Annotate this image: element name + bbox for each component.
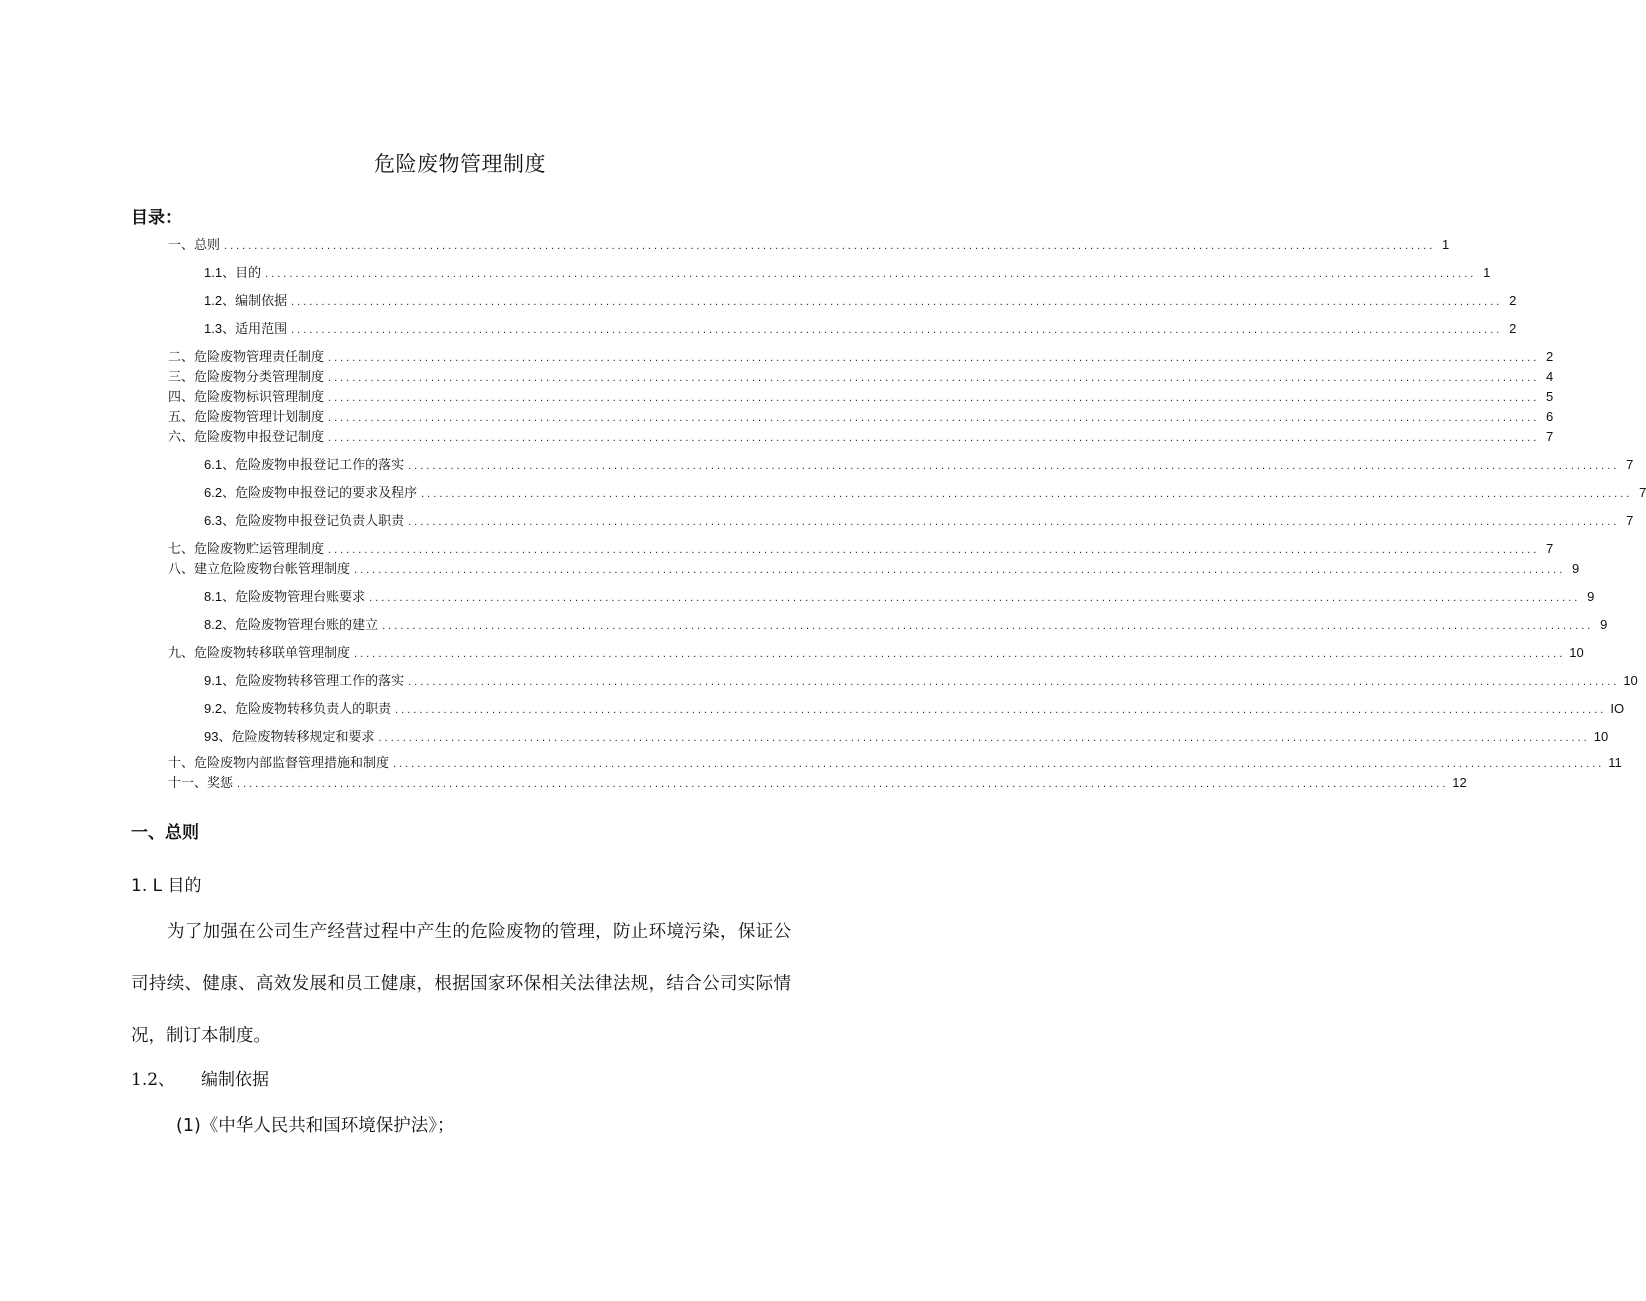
toc-page-number: 11	[1608, 755, 1622, 770]
toc-entry[interactable]	[204, 587, 1595, 607]
toc-entry[interactable]	[204, 455, 1634, 475]
toc-entry-title: 编制依据	[235, 294, 288, 309]
toc-entry-title: 一、总则	[168, 238, 221, 253]
toc-entry[interactable]	[168, 367, 1554, 387]
law-list-item: (1)《中华人民共和国环境保护法》；	[176, 1116, 455, 1136]
subsection-heading-basis	[131, 1065, 269, 1090]
toc-page-number: 9	[1572, 561, 1580, 576]
toc-entry-number: 8.2、	[204, 617, 236, 632]
toc-entry-title: 八、建立危险废物台帐管理制度	[168, 562, 351, 577]
toc-entry-number: 9.1、	[204, 673, 236, 688]
toc-leader-dots: ........................................................................................................................................................................................................	[354, 564, 1566, 576]
toc-leader-dots: ........................................................................................................................................................................................................	[291, 324, 1503, 336]
section-heading-general: 一、总则	[131, 823, 199, 843]
toc-page-number: 7	[1546, 541, 1554, 556]
toc-entry-title: 五、危险废物管理计划制度	[168, 410, 325, 425]
toc-entry-title: 危险废物申报登记负责人职责	[235, 514, 405, 529]
toc-leader-dots: ........................................................................................................................................................................................................	[395, 704, 1607, 716]
toc-leader-dots: ........................................................................................................................................................................................................	[382, 620, 1594, 632]
toc-entry[interactable]	[168, 235, 1450, 255]
toc-entry[interactable]	[204, 319, 1517, 339]
toc-entry[interactable]	[168, 427, 1554, 447]
toc-page-number: 1	[1483, 265, 1491, 280]
toc-entry[interactable]	[204, 511, 1634, 531]
toc-entry-number: 8.1、	[204, 589, 236, 604]
toc-page-number: 1	[1442, 237, 1450, 252]
toc-leader-dots: ........................................................................................................................................................................................................	[408, 516, 1620, 528]
toc-entry[interactable]	[204, 263, 1491, 283]
toc-entry-title: 危险废物申报登记的要求及程序	[235, 486, 418, 501]
toc-page-number: 2	[1509, 293, 1517, 308]
toc-page-number: 7	[1626, 513, 1634, 528]
toc-entry-title: 十一、奖惩	[168, 776, 234, 791]
toc-page-number: 4	[1546, 369, 1554, 384]
subsection-number: 1.2、	[131, 1070, 176, 1090]
toc-entry-title: 四、危险废物标识管理制度	[168, 390, 325, 405]
toc-entry[interactable]	[168, 347, 1554, 367]
subsection-title: 编制依据	[201, 1070, 270, 1090]
toc-entry[interactable]	[168, 643, 1584, 663]
toc-entry-number: 9.2、	[204, 701, 236, 716]
toc-entry-number: 1.3、	[204, 321, 236, 336]
toc-entry[interactable]	[168, 407, 1554, 427]
toc-leader-dots: ........................................................................................................................................................................................................	[354, 648, 1566, 660]
page-title: 危险废物管理制度	[374, 152, 546, 176]
toc-entry-title: 危险废物转移规定和要求	[231, 730, 375, 745]
toc-entry-title: 九、危险废物转移联单管理制度	[168, 646, 351, 661]
toc-entry-number: 93、	[204, 729, 232, 744]
toc-entry-title: 二、危险废物管理责任制度	[168, 350, 325, 365]
toc-page-number: 2	[1546, 349, 1554, 364]
toc-entry[interactable]	[168, 773, 1467, 793]
toc-leader-dots: ........................................................................................................................................................................................................	[291, 296, 1503, 308]
toc-leader-dots: ........................................................................................................................................................................................................	[408, 676, 1620, 688]
toc-leader-dots: ........................................................................................................................................................................................................	[393, 758, 1605, 770]
toc-leader-dots: ........................................................................................................................................................................................................	[224, 240, 1436, 252]
toc-entry[interactable]	[204, 671, 1638, 691]
toc-entry-title: 危险废物申报登记工作的落实	[235, 458, 405, 473]
toc-entry-number: 1.2、	[204, 293, 236, 308]
toc-entry-number: 6.1、	[204, 457, 236, 472]
subsection-heading-purpose: 1. L 目的	[131, 876, 202, 896]
toc-page-number: 7	[1639, 485, 1646, 500]
toc-entry-title: 七、危险废物贮运管理制度	[168, 542, 325, 557]
toc-leader-dots: ........................................................................................................................................................................................................	[328, 412, 1540, 424]
toc-leader-dots: ........................................................................................................................................................................................................	[328, 392, 1540, 404]
toc-leader-dots: ........................................................................................................................................................................................................	[265, 268, 1477, 280]
toc-entry[interactable]	[168, 559, 1580, 579]
toc-entry-title: 危险废物转移管理工作的落实	[235, 674, 405, 689]
toc-page-number: 10	[1593, 729, 1609, 744]
toc-entry-title: 六、危险废物申报登记制度	[168, 430, 325, 445]
toc-entry-number: 1.1、	[204, 265, 236, 280]
toc-page-number: 6	[1546, 409, 1554, 424]
toc-entry[interactable]	[168, 753, 1622, 773]
toc-entry[interactable]	[204, 615, 1608, 635]
toc-leader-dots: ........................................................................................................................................................................................................	[328, 372, 1540, 384]
toc-entry[interactable]	[168, 539, 1554, 559]
toc-entry-title: 十、危险废物内部监督管理措施和制度	[168, 756, 390, 771]
toc-entry-title: 危险废物管理台账要求	[235, 590, 366, 605]
toc-page-number: 7	[1546, 429, 1554, 444]
toc-entry[interactable]	[204, 699, 1625, 719]
toc-entry[interactable]	[204, 291, 1517, 311]
toc-leader-dots: ........................................................................................................................................................................................................	[421, 488, 1633, 500]
toc-entry-number: 6.2、	[204, 485, 236, 500]
toc-page-number: 12	[1452, 775, 1467, 790]
toc-leader-dots: ........................................................................................................................................................................................................	[369, 592, 1581, 604]
toc-page-number: 10	[1569, 645, 1584, 660]
toc-page-number: 5	[1546, 389, 1554, 404]
toc-entry-title: 目的	[235, 266, 262, 281]
toc-page-number: IO	[1610, 701, 1625, 716]
toc-leader-dots: ........................................................................................................................................................................................................	[328, 544, 1540, 556]
toc-page-number: 9	[1600, 617, 1608, 632]
toc-leader-dots: ........................................................................................................................................................................................................	[237, 778, 1449, 790]
purpose-paragraph: 为了加强在公司生产经营过程中产生的危险废物的管理，防止环境污染，保证公司持续、健康、高效发展和员工健康，根据国家环保相关法律法规，结合公司实际情况，制订本制度。	[131, 922, 791, 1046]
toc-leader-dots: ........................................................................................................................................................................................................	[328, 432, 1540, 444]
toc-page-number: 10	[1623, 673, 1638, 688]
toc-page-number: 7	[1626, 457, 1634, 472]
toc-entry[interactable]	[204, 727, 1609, 747]
toc-page-number: 2	[1509, 321, 1517, 336]
toc-entry[interactable]	[204, 483, 1646, 503]
toc-page-number: 9	[1587, 589, 1595, 604]
toc-entry-title: 适用范围	[235, 322, 288, 337]
toc-entry-title: 危险废物管理台账的建立	[235, 618, 379, 633]
toc-entry[interactable]	[168, 387, 1554, 407]
toc-leader-dots: ........................................................................................................................................................................................................	[408, 460, 1620, 472]
toc-leader-dots: ........................................................................................................................................................................................................	[328, 352, 1540, 364]
toc-entry-number: 6.3、	[204, 513, 236, 528]
toc-entry-title: 三、危险废物分类管理制度	[168, 370, 325, 385]
toc-leader-dots: ........................................................................................................................................................................................................	[378, 732, 1590, 744]
toc-heading: 目录：	[131, 208, 182, 228]
toc-entry-title: 危险废物转移负责人的职责	[235, 702, 392, 717]
